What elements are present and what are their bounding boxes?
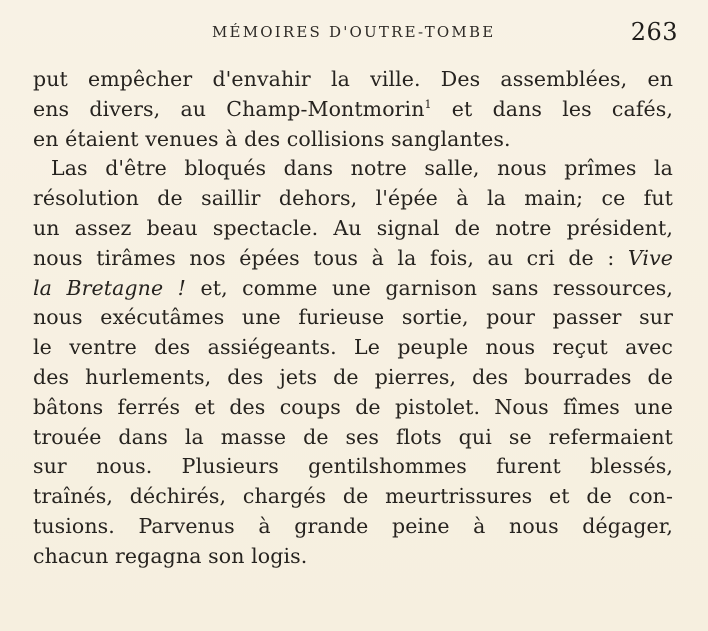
text-line xyxy=(33,65,673,95)
page-header xyxy=(0,18,708,48)
line-text: put empêcher d'envahir la ville. Des assemblées, en xyxy=(33,67,673,91)
line-text: bâtons ferrés et des coups de pistolet. Nous fîmes une xyxy=(33,394,673,419)
italic-text: Vive xyxy=(627,245,673,270)
line-text: en étaient venues à des collisions sanglantes. xyxy=(33,126,511,151)
italic-text: la Bretagne ! xyxy=(33,275,187,300)
text-line xyxy=(33,303,673,333)
line-text: chacun regagna son logis. xyxy=(33,543,308,568)
text-line xyxy=(33,244,673,274)
line-text: nous exécutâmes une furieuse sortie, pour passer sur xyxy=(33,305,673,330)
line-text: traînés, déchirés, chargés de meurtrissures et de con- xyxy=(33,484,673,509)
line-text: le ventre des assiégeants. Le peuple nous reçut avec xyxy=(33,335,673,360)
footnote-marker: 1 xyxy=(424,97,432,111)
line-text: et, comme une garnison sans ressources, xyxy=(186,275,673,300)
text-line xyxy=(33,423,673,453)
text-line xyxy=(33,154,673,184)
line-text: trouée dans la masse de ses flots qui se refermaient xyxy=(33,424,673,449)
line-text: des hurlements, des jets de pierres, des bourrades de xyxy=(33,364,673,389)
text-line xyxy=(33,393,673,423)
running-title: MÉMOIRES D'OUTRE-TOMBE xyxy=(212,23,496,41)
text-line xyxy=(33,274,673,304)
line-text: Las d'être bloqués dans notre salle, nous prîmes la xyxy=(51,156,673,181)
body-text xyxy=(33,65,673,572)
page-number: 263 xyxy=(630,18,678,46)
line-text: sur nous. Plusieurs gentilshommes furent blessés, xyxy=(33,454,673,479)
text-line xyxy=(33,512,673,542)
text-line xyxy=(33,184,673,214)
text-line xyxy=(33,333,673,363)
text-line xyxy=(33,125,673,155)
line-text: nous tirâmes nos épées tous à la fois, au cri de : xyxy=(33,245,628,270)
text-line xyxy=(33,452,673,482)
text-line xyxy=(33,95,673,125)
text-line xyxy=(33,482,673,512)
text-line xyxy=(33,214,673,244)
text-line xyxy=(33,542,673,572)
text-line xyxy=(33,363,673,393)
line-text: un assez beau spectacle. Au signal de notre président, xyxy=(33,215,673,240)
line-text: ens divers, au Champ-Montmorin xyxy=(33,96,425,121)
line-text: tusions. Parvenus à grande peine à nous dégager, xyxy=(33,513,673,538)
line-text: résolution de saillir dehors, l'épée à la main; ce fut xyxy=(33,186,673,211)
line-text: et dans les cafés, xyxy=(431,96,673,121)
